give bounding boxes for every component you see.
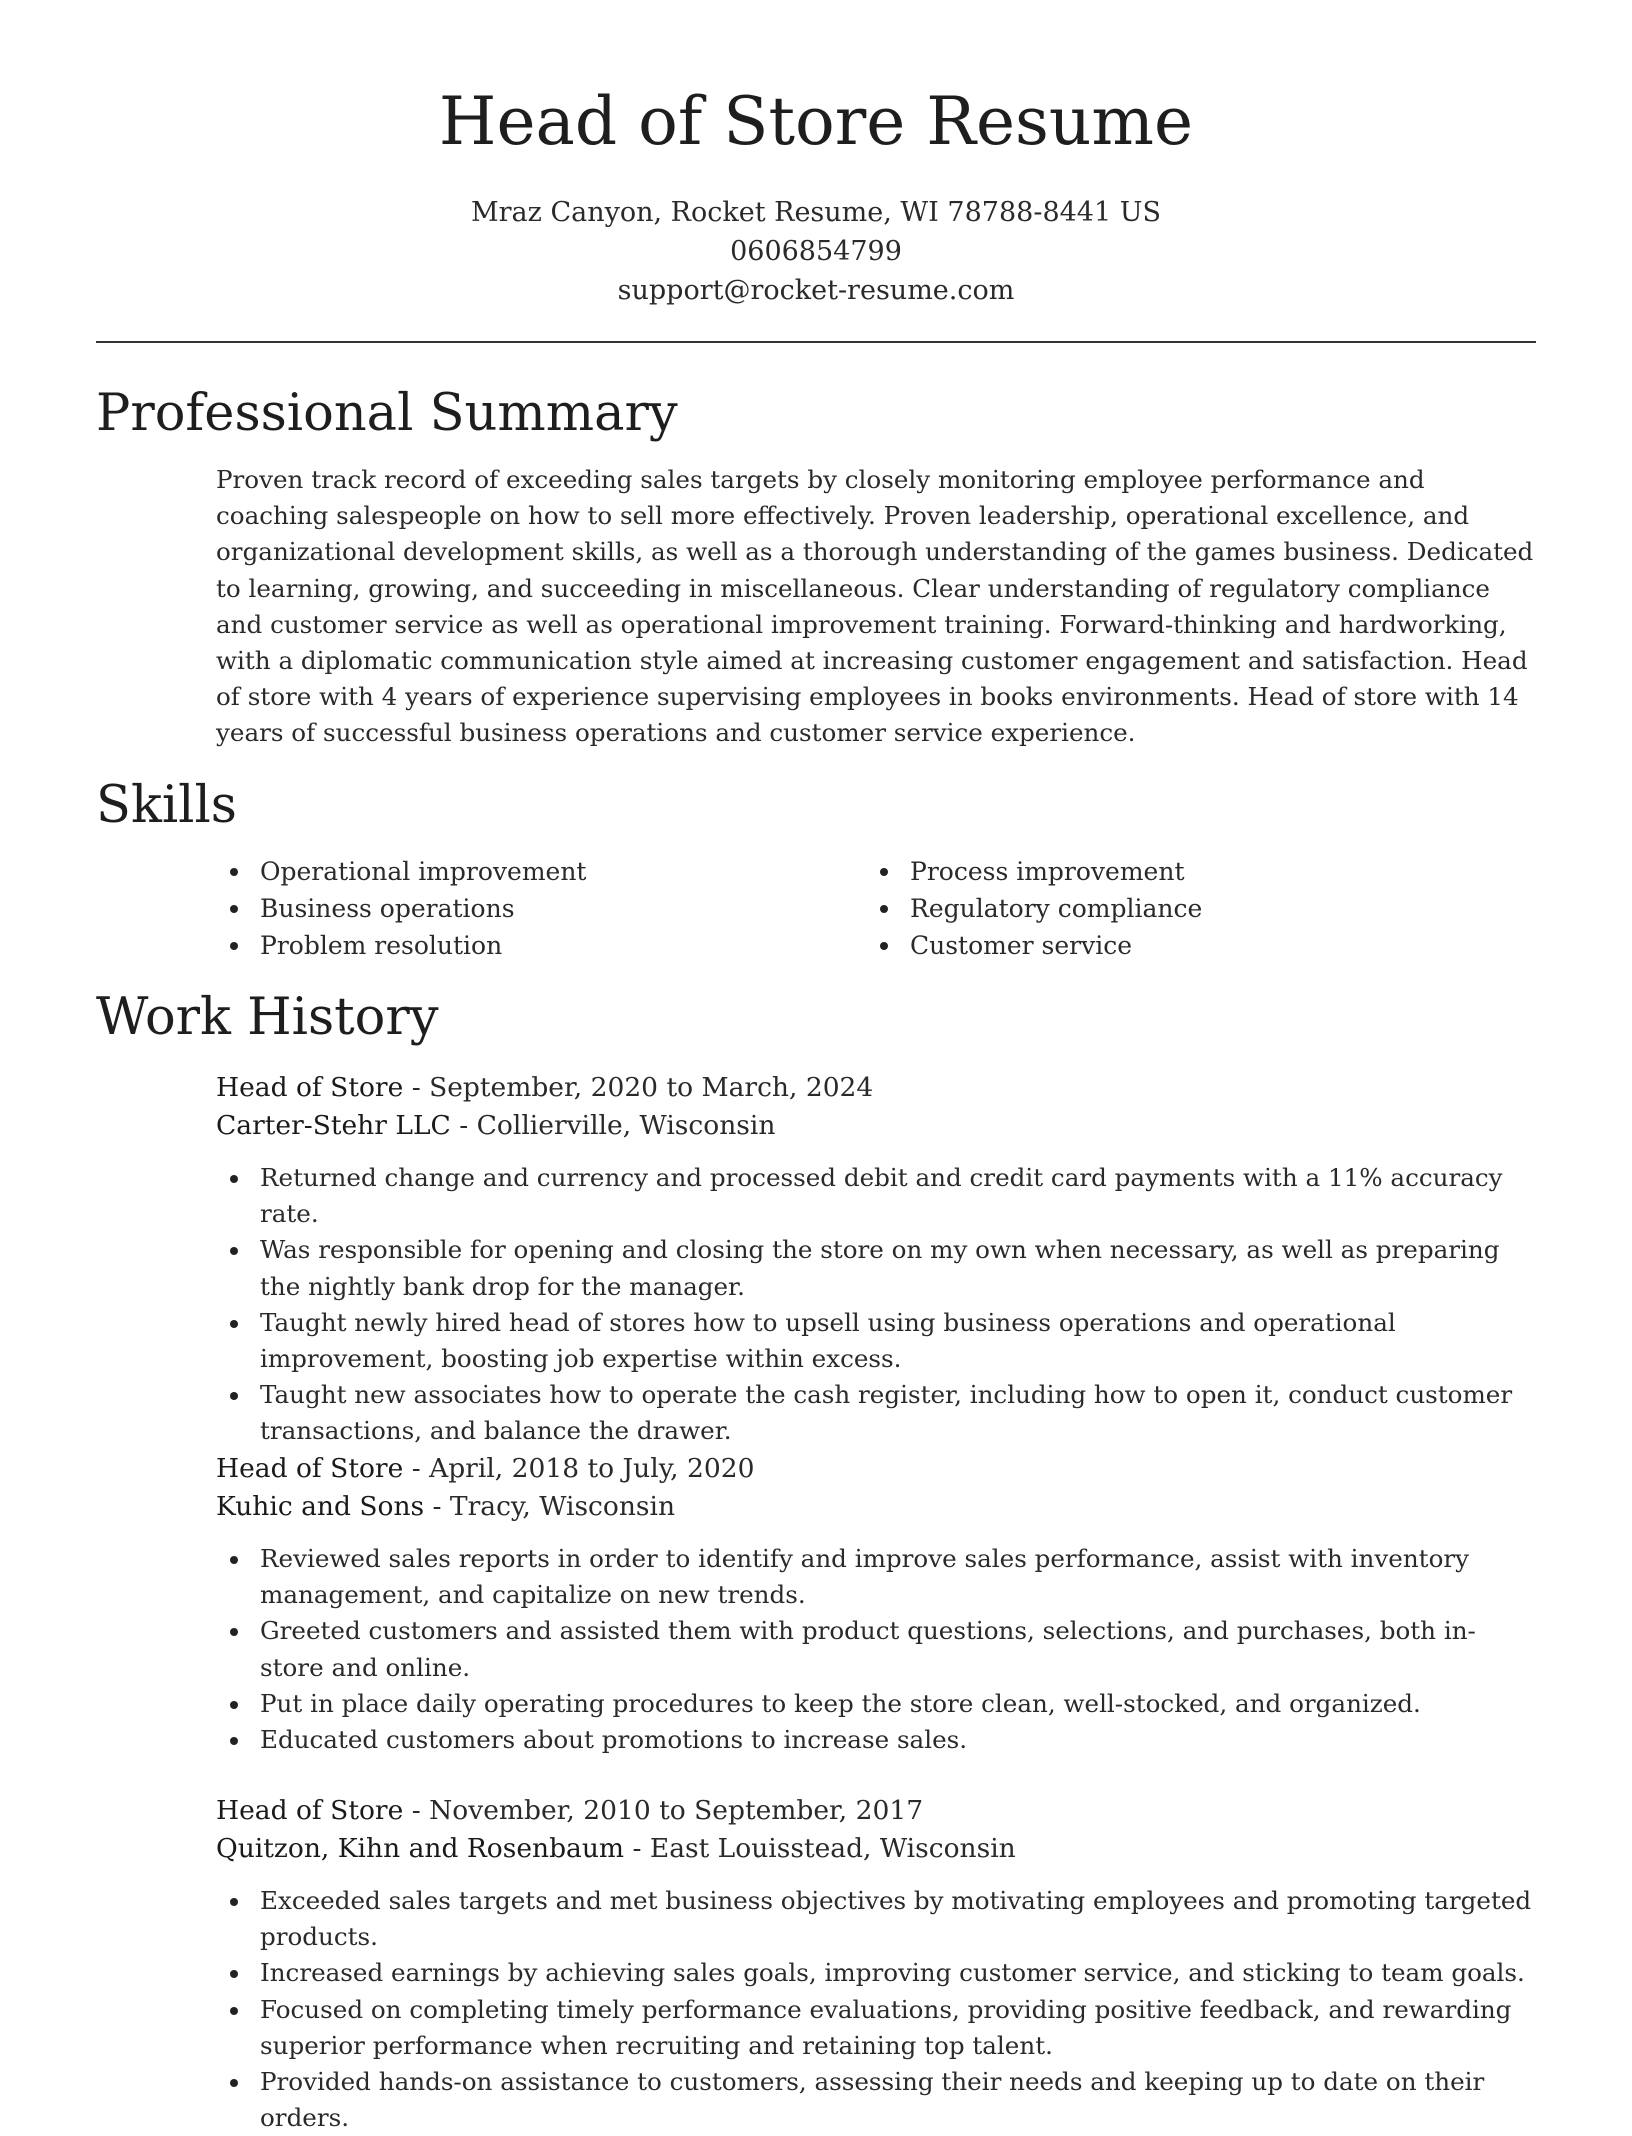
job-bullet: Educated customers about promotions to increase sales. — [216, 1722, 1536, 1758]
job-bullet: Focused on completing timely performance evaluations, providing positive feedback, and rewarding superior performance when recruiting and retaining top talent. — [216, 1992, 1536, 2064]
skills-list-left — [216, 853, 816, 964]
job-bullet: Put in place daily operating procedures to keep the store clean, well-stocked, and organized. — [216, 1686, 1536, 1722]
job-title: Head of Store — [216, 1795, 404, 1826]
job-entry — [216, 1069, 1536, 1450]
job-bullet: Was responsible for opening and closing the store on my own when necessary, as well as preparing the nightly bank drop for the manager. — [216, 1232, 1536, 1304]
job-entry — [216, 1792, 1536, 2136]
job-title: Head of Store — [216, 1072, 404, 1103]
job-dates: - April, 2018 to July, 2020 — [403, 1453, 755, 1484]
summary-text: Proven track record of exceeding sales targets by closely monitoring employee performance and coaching salespeople on how to sell more effectively. Proven leadership, operational excellence, and organizational development skills, as well as a thorough understanding of the games business. Dedicated to learning, growing, and succeeding in miscellaneous. Clear understanding of regulatory compliance and customer service as well as operational improvement training. Forward-thinking and hardworking, with a diplomatic communication style aimed at increasing customer engagement and satisfaction. Head of store with 4 years of experience supervising employees in books environments. Head of store with 14 years of successful business operations and customer service experience. — [216, 465, 1534, 748]
job-company-line — [216, 1830, 1536, 1868]
contact-phone: 0606854799 — [730, 236, 902, 267]
job-company: Carter-Stehr LLC — [216, 1110, 451, 1141]
job-entry — [216, 1450, 1536, 1758]
job-title-line — [216, 1450, 1536, 1488]
skill-item: Process improvement — [866, 853, 1466, 890]
skill-item: Business operations — [216, 890, 816, 927]
contact-email: support@rocket-resume.com — [617, 275, 1015, 306]
job-title-line — [216, 1792, 1536, 1830]
job-title: Head of Store — [216, 1453, 404, 1484]
skill-item: Regulatory compliance — [866, 890, 1466, 927]
contact-address: Mraz Canyon, Rocket Resume, WI 78788-8441 US — [470, 197, 1161, 228]
skill-item: Customer service — [866, 927, 1466, 964]
skill-item: Problem resolution — [216, 927, 816, 964]
job-company-line — [216, 1488, 1536, 1526]
job-dates: - November, 2010 to September, 2017 — [403, 1795, 924, 1826]
job-location: - Tracy, Wisconsin — [424, 1491, 676, 1522]
job-bullet: Returned change and currency and processed debit and credit card payments with a 11% accuracy rate. — [216, 1160, 1536, 1232]
job-bullets — [216, 1160, 1536, 1450]
job-location: - East Louisstead, Wisconsin — [624, 1833, 1016, 1864]
job-bullet: Exceeded sales targets and met business objectives by motivating employees and promoting targeted products. — [216, 1883, 1536, 1955]
summary-heading: Professional Summary — [96, 384, 678, 443]
job-bullet: Provided hands-on assistance to customers, assessing their needs and keeping up to date on their orders. — [216, 2064, 1536, 2136]
job-bullets — [216, 1541, 1536, 1758]
job-location: - Collierville, Wisconsin — [450, 1110, 776, 1141]
job-bullet: Greeted customers and assisted them with product questions, selections, and purchases, both in-store and online. — [216, 1613, 1536, 1685]
job-bullet: Taught newly hired head of stores how to upsell using business operations and operational improvement, boosting job expertise within excess. — [216, 1305, 1536, 1377]
contact-block — [0, 193, 1632, 310]
skills-heading: Skills — [96, 776, 237, 835]
job-company-line — [216, 1107, 1536, 1145]
job-dates: - September, 2020 to March, 2024 — [403, 1072, 874, 1103]
job-title-line — [216, 1069, 1536, 1107]
skill-item: Operational improvement — [216, 853, 816, 890]
work-history-heading: Work History — [96, 988, 439, 1047]
job-company: Kuhic and Sons — [216, 1491, 425, 1522]
job-bullet: Reviewed sales reports in order to identify and improve sales performance, assist with inventory management, and capitalize on new trends. — [216, 1541, 1536, 1613]
job-bullet: Taught new associates how to operate the cash register, including how to open it, conduct customer transactions, and balance the drawer. — [216, 1377, 1536, 1449]
resume-title: Head of Store Resume — [438, 83, 1194, 160]
job-bullets — [216, 1883, 1536, 2136]
job-company: Quitzon, Kihn and Rosenbaum — [216, 1833, 625, 1864]
skills-list-right — [866, 853, 1466, 964]
header-divider — [96, 341, 1536, 343]
job-bullet: Increased earnings by achieving sales goals, improving customer service, and sticking to team goals. — [216, 1955, 1536, 1991]
